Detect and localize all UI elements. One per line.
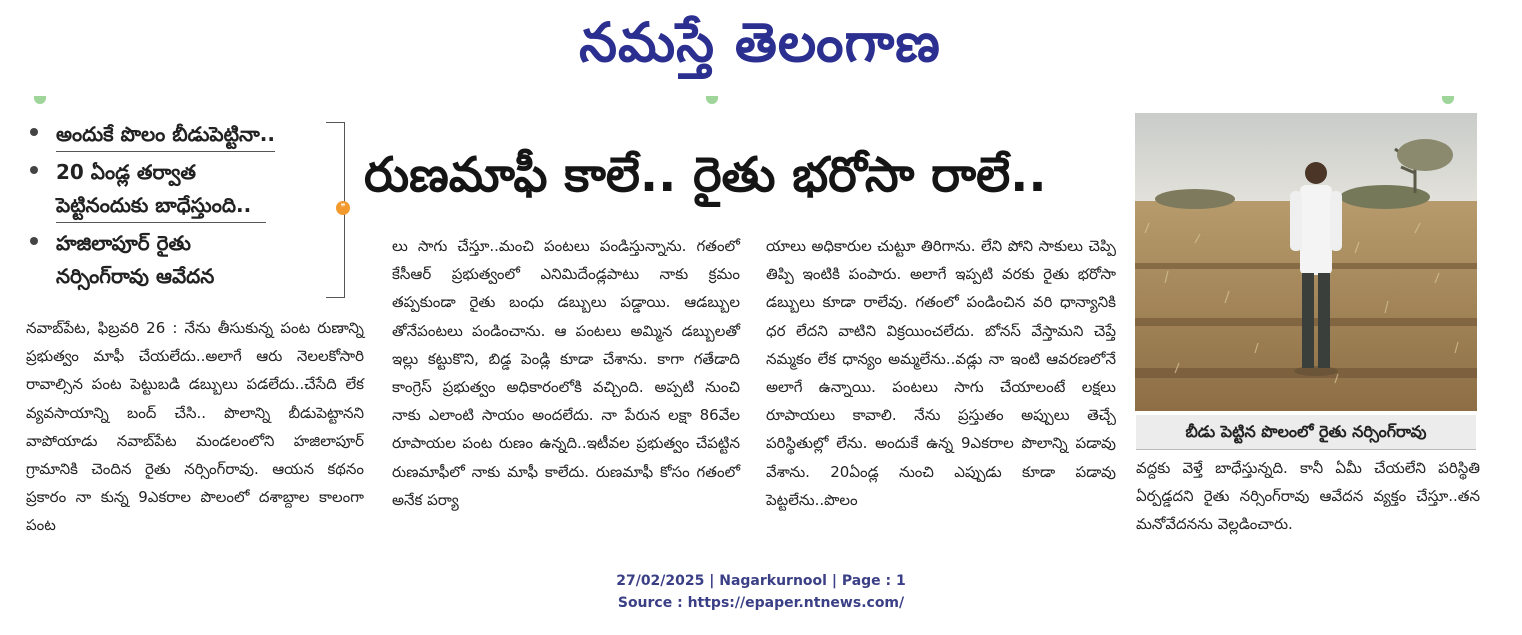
- source-link[interactable]: Source : https://epaper.ntnews.com/: [617, 595, 905, 611]
- article-column-1: [26, 314, 364, 540]
- highlight-item: [22, 118, 347, 152]
- article-column-3: [766, 232, 1116, 514]
- highlight-text: అందుకే పొలం బీడుపెట్టినా..: [56, 118, 275, 152]
- separator-dot: [34, 96, 46, 104]
- page-footer: [0, 570, 1522, 614]
- article-column-4: [1136, 454, 1480, 539]
- article-column-2: [392, 232, 740, 514]
- highlight-item: [22, 156, 347, 223]
- highlight-item: [22, 227, 347, 293]
- separator-dot: [706, 96, 718, 104]
- bullet-icon: [30, 166, 38, 174]
- highlight-text: 20 ఏండ్ల తర్వాత పెట్టినందుకు బాధేస్తుంది..: [56, 156, 266, 223]
- highlights-list: [22, 118, 347, 297]
- photo-caption: బీడు పెట్టిన పొలంలో రైతు నర్సింగ్‌రావు: [1136, 415, 1476, 450]
- article-text: లు సాగు చేస్తూ..మంచి పంటలు పండిస్తున్నాను. గతంలో కేసీఆర్ ప్రభుత్వంలో ఎనిమిదేండ్లపాటు నాకు క్రమం తప్పకుండా రైతు బంధు డబ్బులు పడ్డాయి. ఆడబ్బుల తోనేపంటలు పండించాను. ఆ పంటలు అమ్మిన డబ్బులతో ఇల్లు కట్టుకొని, బిడ్డ పెండ్లి కూడా చేశాను. కాగా గతేడాది కాంగ్రెస్ ప్రభుత్వం అధికారంలోకి వచ్చింది. అప్పటి నుంచి నాకు ఎలాంటి సాయం అందలేదు. నా పేరున లక్షా 86వేల రూపాయల పంట రుణం ఉన్నది..ఇటీవల ప్రభుత్వం చేపట్టిన రుణమాఫీలో నాకు మాఫీ కాలేదు. రుణమాఫీ కోసం గతంలో అనేక పర్యా: [392, 237, 740, 509]
- separator-dot: [1442, 96, 1454, 104]
- article-text: వద్దకు వెళ్తే బాధేస్తున్నది. కానీ ఏమీ చేయలేని పరిస్థితి ఏర్పడ్డదని రైతు నర్సింగ్‌రావు ఆవేదన వ్యక్తం చేస్తూ..తన మనోవేదనను వెల్లడించారు.: [1136, 459, 1480, 534]
- article-text: యాలు అధికారుల చుట్టూ తిరిగాను. లేని పోని సాకులు చెప్పి తిప్పి ఇంటికి పంపారు. అలాగే ఇప్పటి వరకు రైతు భరోసా డబ్బులు కూడా రాలేవు. గతంలో పండించిన వరి ధాన్యానికి ధర లేదని వాటిని విక్రయించలేదు. బోనస్ వేస్తామని చెప్తే నమ్మకం లేక ధాన్యం అమ్మలేను..వడ్లు నా ఇంటి ఆవరణలోనే అలాగే ఉన్నాయి. పంటలు సాగు చేయాలంటే లక్షలు రూపాయలు కావాలి. నేను ప్రస్తుతం అప్పులు తెచ్చే పరిస్థితుల్లో లేను. అందుకే ఉన్న 9ఎకరాల పొలాన్ని పడావు వేశాను. 20ఏండ్ల నుంచి ఎప్పుడు కూడా పడావు పెట్టలేను..పొలం: [766, 237, 1116, 509]
- article-text: నవాబ్‌పేట, ఫిబ్రవరి 26 : నేను తీసుకున్న పంట రుణాన్ని ప్రభుత్వం మాఫీ చేయలేదు..అలాగే ఆరు నెలలకోసారి రావాల్సిన పంట పెట్టుబడి డబ్బులు పడలేదు..చేసేది లేక వ్యవసాయాన్ని బంద్ చేసి.. పొలాన్ని బీడుపెట్టానని వాపోయాడు నవాబ్‌పేట మండలంలోని హజిలాపూర్ గ్రామానికి చెందిన రైతు నర్సింగ్‌రావు. ఆయన కథనం ప్రకారం నా కున్న 9ఎకరాల పొలంలో దశాబ్దాల కాలంగా పంట: [26, 319, 364, 535]
- farmer-photo: [1135, 113, 1477, 411]
- highlight-text: హజిలాపూర్ రైతు నర్సింగ్‌రావు ఆవేదన: [56, 231, 215, 288]
- edition-info: 27/02/2025 | Nagarkurnool | Page : 1: [616, 573, 906, 589]
- masthead-title: నమస్తే తెలంగాణ: [579, 11, 941, 74]
- article-headline: రుణమాఫీ కాలే.. రైతు భరోసా రాలే..: [364, 147, 1047, 203]
- quote-icon: ❞: [336, 201, 350, 215]
- bullet-icon: [30, 128, 38, 136]
- bullet-icon: [30, 237, 38, 245]
